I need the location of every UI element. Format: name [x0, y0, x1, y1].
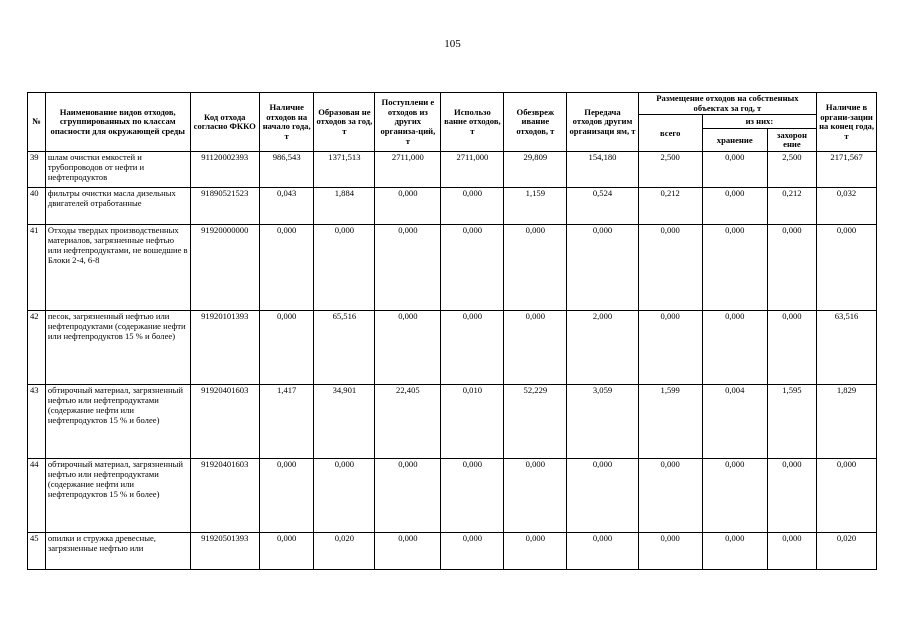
cell-received: 0,000: [375, 459, 441, 533]
cell-total: 0,000: [638, 225, 702, 311]
cell-burial: 0,000: [767, 533, 816, 570]
page-number: 105: [444, 38, 461, 50]
header-start: Наличие отходов на начало года, т: [259, 93, 314, 152]
header-transferred: Передача отходов другим организаци ям, т: [567, 93, 638, 152]
cell-num: 42: [28, 311, 46, 385]
cell-end: 63,516: [817, 311, 877, 385]
header-name: Наименование видов отходов, сгруппированных по классам опасности для окружающей среды: [45, 93, 190, 152]
cell-generated: 1,884: [314, 188, 375, 225]
cell-code: 91920101393: [190, 311, 259, 385]
header-end: Наличие в органи-зации на конец года, т: [817, 93, 877, 152]
cell-burial: 0,212: [767, 188, 816, 225]
cell-generated: 0,020: [314, 533, 375, 570]
cell-code: 91920000000: [190, 225, 259, 311]
cell-generated: 65,516: [314, 311, 375, 385]
table-row: [28, 311, 877, 385]
table-row: [28, 152, 877, 188]
cell-code: 91920401603: [190, 459, 259, 533]
cell-transferred: 2,000: [567, 311, 638, 385]
cell-used: 0,000: [441, 225, 504, 311]
cell-start: 0,043: [259, 188, 314, 225]
cell-name: обтирочный материал, загрязненный нефтью или нефтепродуктами (содержание нефти или нефтепродуктов 15 % и более): [45, 385, 190, 459]
header-generated: Образован не отходов за год, т: [314, 93, 375, 152]
cell-name: Отходы твердых производственных материалов, загрязненные нефтью или нефтепродуктами, не вошедшие в Блоки 2-4, 6-8: [45, 225, 190, 311]
header-neutralized: Обезвреж ивание отходов, т: [504, 93, 567, 152]
cell-burial: 1,595: [767, 385, 816, 459]
cell-name: опилки и стружка древесные, загрязненные нефтью или: [45, 533, 190, 570]
cell-generated: 0,000: [314, 225, 375, 311]
cell-end: 2171,567: [817, 152, 877, 188]
cell-name: песок, загрязненный нефтью или нефтепродуктами (содержание нефти или нефтепродуктов 15 % и более): [45, 311, 190, 385]
table-body: [28, 152, 877, 570]
cell-code: 91920401603: [190, 385, 259, 459]
cell-name: шлам очистки емкостей и трубопроводов от нефти и нефтепродуктов: [45, 152, 190, 188]
cell-code: 91920501393: [190, 533, 259, 570]
cell-used: 0,000: [441, 459, 504, 533]
cell-used: 2711,000: [441, 152, 504, 188]
cell-start: 0,000: [259, 225, 314, 311]
cell-total: 0,000: [638, 311, 702, 385]
cell-end: 0,000: [817, 459, 877, 533]
cell-num: 40: [28, 188, 46, 225]
cell-used: 0,000: [441, 311, 504, 385]
cell-transferred: 0,000: [567, 225, 638, 311]
cell-burial: 0,000: [767, 311, 816, 385]
cell-burial: 0,000: [767, 459, 816, 533]
cell-total: 0,000: [638, 533, 702, 570]
cell-num: 41: [28, 225, 46, 311]
cell-received: 0,000: [375, 188, 441, 225]
cell-received: 2711,000: [375, 152, 441, 188]
header-storage: хранение: [702, 129, 767, 152]
cell-neutralized: 0,000: [504, 225, 567, 311]
cell-storage: 0,000: [702, 533, 767, 570]
header-used: Использо вание отходов, т: [441, 93, 504, 152]
cell-num: 45: [28, 533, 46, 570]
header-total: всего: [638, 115, 702, 152]
table-row: [28, 459, 877, 533]
cell-neutralized: 29,809: [504, 152, 567, 188]
cell-burial: 2,500: [767, 152, 816, 188]
cell-received: 22,405: [375, 385, 441, 459]
cell-used: 0,000: [441, 533, 504, 570]
cell-transferred: 3,059: [567, 385, 638, 459]
table-row: [28, 225, 877, 311]
header-row-1: [28, 93, 877, 115]
cell-neutralized: 0,000: [504, 311, 567, 385]
cell-total: 2,500: [638, 152, 702, 188]
header-code: Код отхода согласно ФККО: [190, 93, 259, 152]
cell-code: 91890521523: [190, 188, 259, 225]
cell-total: 0,212: [638, 188, 702, 225]
header-num: №: [28, 93, 46, 152]
table-row: [28, 533, 877, 570]
cell-start: 0,000: [259, 533, 314, 570]
header-burial: захорон ение: [767, 129, 816, 152]
cell-storage: 0,000: [702, 152, 767, 188]
cell-neutralized: 1,159: [504, 188, 567, 225]
cell-start: 1,417: [259, 385, 314, 459]
cell-code: 91120002393: [190, 152, 259, 188]
cell-transferred: 0,524: [567, 188, 638, 225]
cell-total: 1,599: [638, 385, 702, 459]
cell-storage: 0,000: [702, 311, 767, 385]
cell-burial: 0,000: [767, 225, 816, 311]
cell-used: 0,010: [441, 385, 504, 459]
cell-used: 0,000: [441, 188, 504, 225]
cell-transferred: 0,000: [567, 459, 638, 533]
cell-end: 1,829: [817, 385, 877, 459]
cell-neutralized: 52,229: [504, 385, 567, 459]
cell-end: 0,032: [817, 188, 877, 225]
cell-received: 0,000: [375, 533, 441, 570]
cell-transferred: 154,180: [567, 152, 638, 188]
header-received: Поступлени е отходов из других организа-ций, т: [375, 93, 441, 152]
cell-generated: 34,901: [314, 385, 375, 459]
cell-storage: 0,000: [702, 459, 767, 533]
table-row: [28, 385, 877, 459]
cell-storage: 0,004: [702, 385, 767, 459]
cell-start: 0,000: [259, 459, 314, 533]
cell-end: 0,000: [817, 225, 877, 311]
cell-total: 0,000: [638, 459, 702, 533]
cell-received: 0,000: [375, 311, 441, 385]
cell-name: обтирочный материал, загрязненный нефтью или нефтепродуктами (содержание нефти или нефтепродуктов 15 % и более): [45, 459, 190, 533]
cell-num: 43: [28, 385, 46, 459]
cell-num: 39: [28, 152, 46, 188]
cell-transferred: 0,000: [567, 533, 638, 570]
cell-storage: 0,000: [702, 188, 767, 225]
cell-end: 0,020: [817, 533, 877, 570]
cell-received: 0,000: [375, 225, 441, 311]
cell-generated: 1371,513: [314, 152, 375, 188]
cell-num: 44: [28, 459, 46, 533]
cell-storage: 0,000: [702, 225, 767, 311]
cell-generated: 0,000: [314, 459, 375, 533]
waste-table: [27, 92, 877, 570]
cell-start: 0,000: [259, 311, 314, 385]
cell-neutralized: 0,000: [504, 459, 567, 533]
table-row: [28, 188, 877, 225]
header-of-which: из них:: [702, 115, 816, 129]
cell-start: 986,543: [259, 152, 314, 188]
cell-name: фильтры очистки масла дизельных двигателей отработанные: [45, 188, 190, 225]
header-placement-group: Размещение отходов на собственных объектах за год, т: [638, 93, 816, 115]
cell-neutralized: 0,000: [504, 533, 567, 570]
